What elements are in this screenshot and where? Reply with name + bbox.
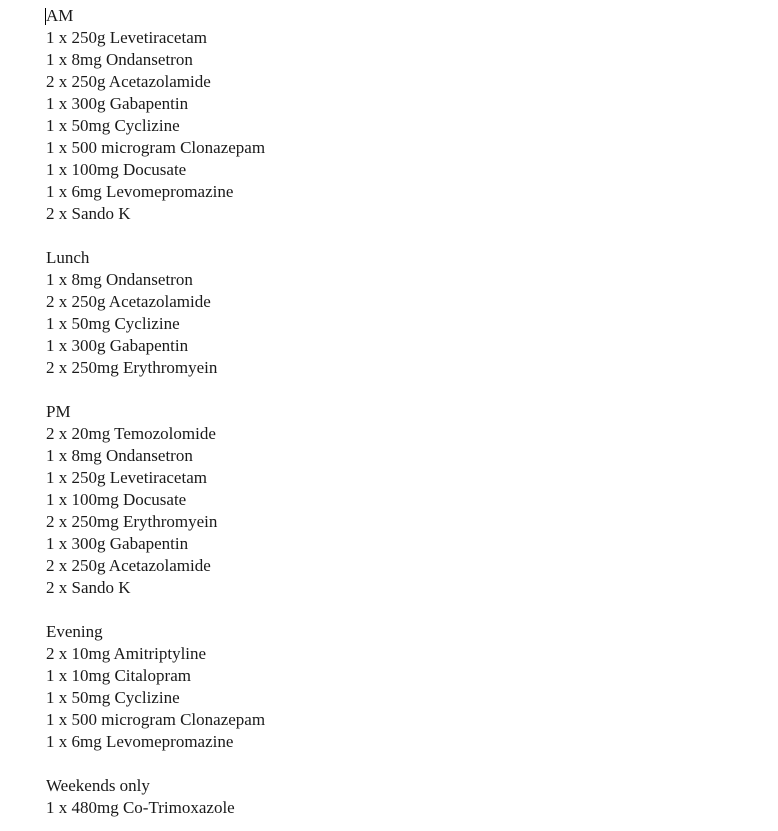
- document-body[interactable]: [46, 5, 265, 819]
- medication-line: 1 x 6mg Levomepromazine: [46, 182, 234, 201]
- blank-line: [46, 379, 265, 401]
- medication-line: 1 x 250g Levetiracetam: [46, 468, 207, 487]
- section-lunch: [46, 247, 265, 379]
- blank-line: [46, 753, 265, 775]
- medication-line: 1 x 100mg Docusate: [46, 490, 187, 509]
- medication-line: 2 x 250mg Erythromyein: [46, 512, 218, 531]
- medication-line: 2 x 250mg Erythromyein: [46, 358, 218, 377]
- medication-line: 2 x 250g Acetazolamide: [46, 292, 211, 311]
- medication-line: 2 x 250g Acetazolamide: [46, 556, 211, 575]
- medication-line: 1 x 50mg Cyclizine: [46, 688, 180, 707]
- medication-line: 1 x 8mg Ondansetron: [46, 270, 193, 289]
- section-heading: Lunch: [46, 248, 90, 267]
- medication-line: 1 x 8mg Ondansetron: [46, 446, 193, 465]
- section-heading: Evening: [46, 622, 103, 641]
- section-pm: [46, 401, 265, 599]
- medication-line: 1 x 500 microgram Clonazepam: [46, 710, 266, 729]
- medication-line: 2 x 10mg Amitriptyline: [46, 644, 207, 663]
- medication-line: 1 x 6mg Levomepromazine: [46, 732, 234, 751]
- section-heading: PM: [46, 402, 71, 421]
- section-am: [46, 5, 265, 225]
- text-cursor: [45, 8, 46, 25]
- blank-line: [46, 225, 265, 247]
- medication-line: 1 x 300g Gabapentin: [46, 336, 189, 355]
- section-weekends-only: [46, 775, 265, 819]
- medication-line: 1 x 50mg Cyclizine: [46, 116, 180, 135]
- medication-line: 1 x 8mg Ondansetron: [46, 50, 193, 69]
- medication-line: 1 x 500 microgram Clonazepam: [46, 138, 266, 157]
- medication-line: 1 x 50mg Cyclizine: [46, 314, 180, 333]
- medication-line: 1 x 300g Gabapentin: [46, 94, 189, 113]
- blank-line: [46, 599, 265, 621]
- medication-line: 1 x 10mg Citalopram: [46, 666, 191, 685]
- medication-line: 1 x 480mg Co-Trimoxazole: [46, 798, 235, 817]
- section-evening: [46, 621, 265, 753]
- section-heading: AM: [46, 6, 74, 25]
- section-heading: Weekends only: [46, 776, 150, 795]
- medication-line: 2 x Sando K: [46, 578, 131, 597]
- medication-line: 1 x 100mg Docusate: [46, 160, 187, 179]
- medication-line: 2 x 20mg Temozolomide: [46, 424, 216, 443]
- medication-line: 2 x Sando K: [46, 204, 131, 223]
- medication-line: 1 x 300g Gabapentin: [46, 534, 189, 553]
- medication-line: 2 x 250g Acetazolamide: [46, 72, 211, 91]
- medication-line: 1 x 250g Levetiracetam: [46, 28, 207, 47]
